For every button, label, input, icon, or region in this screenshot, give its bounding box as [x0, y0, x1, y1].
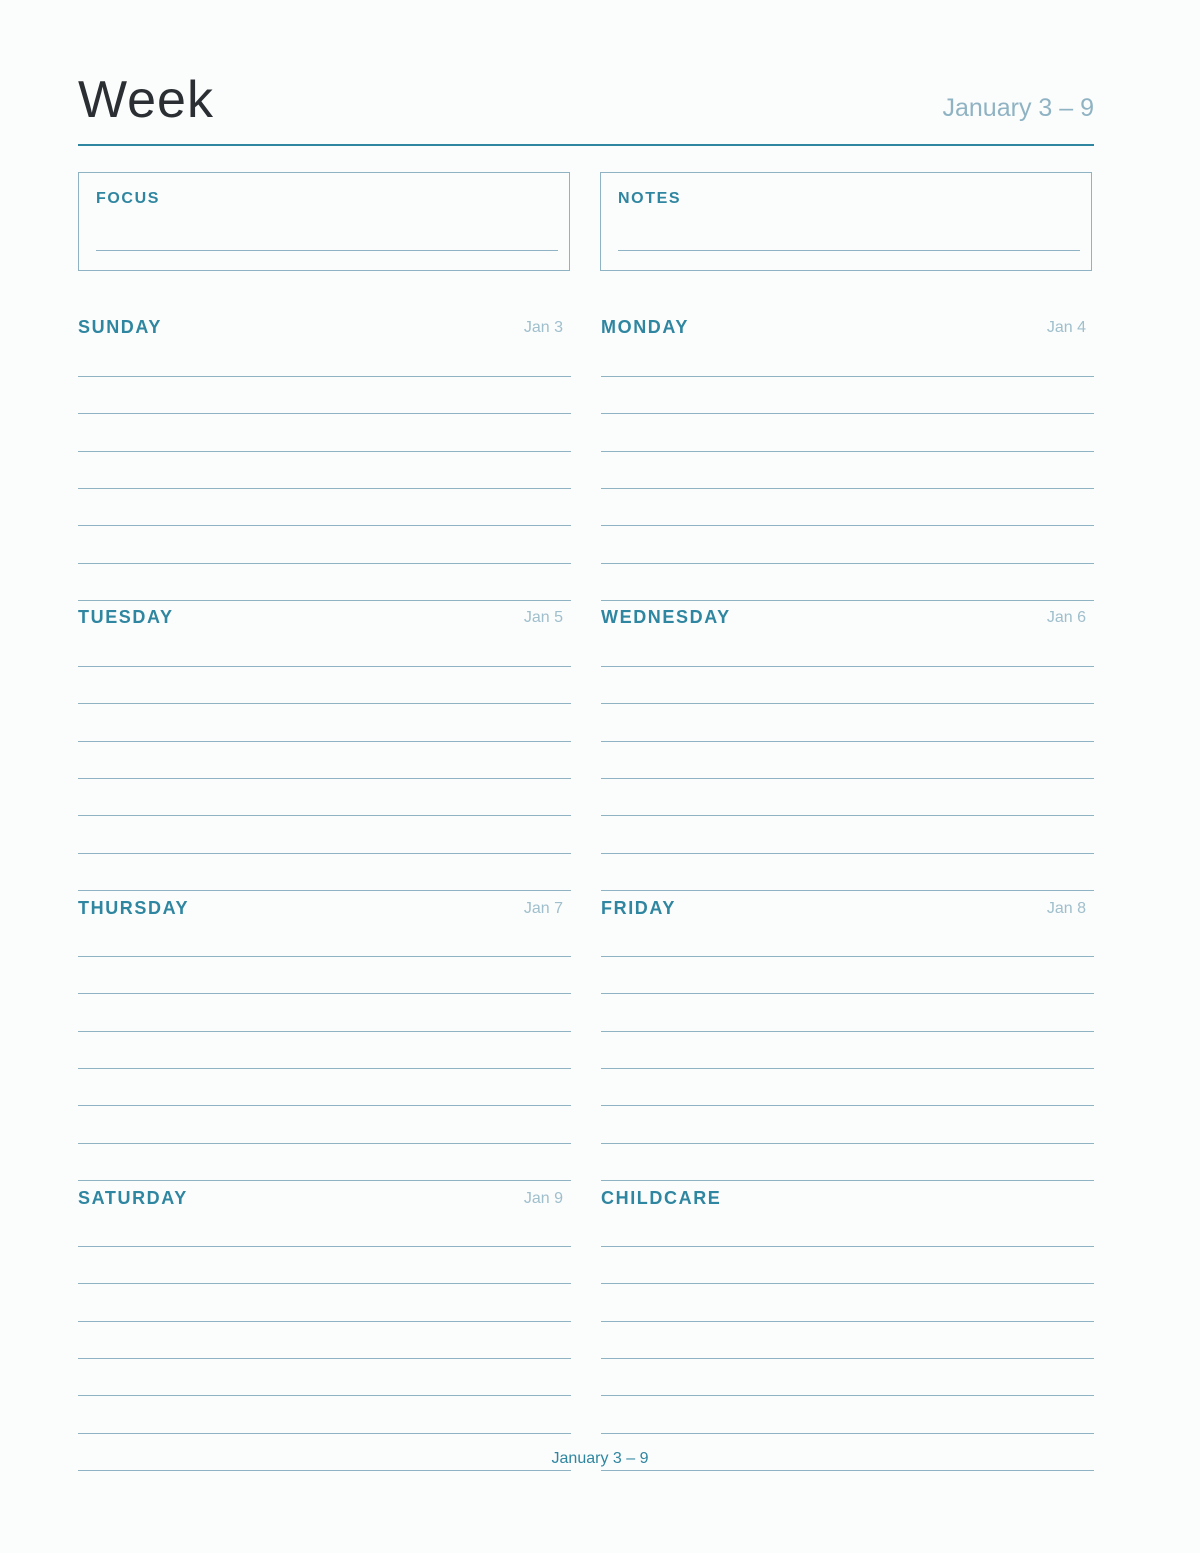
- writing-line: [601, 1395, 1094, 1396]
- focus-writing-line: [96, 250, 558, 251]
- writing-line: [78, 1180, 571, 1181]
- writing-line: [78, 853, 571, 854]
- writing-line: [78, 600, 571, 601]
- writing-line: [601, 1358, 1094, 1359]
- focus-label: FOCUS: [96, 190, 160, 207]
- writing-line: [601, 488, 1094, 489]
- footer-date-range: January 3 – 9: [551, 1450, 649, 1467]
- writing-line: [601, 666, 1094, 667]
- notes-box[interactable]: [600, 172, 1092, 271]
- writing-line: [78, 1143, 571, 1144]
- writing-line: [78, 1470, 571, 1471]
- writing-line: [601, 815, 1094, 816]
- writing-line: [78, 956, 571, 957]
- writing-line: [601, 451, 1094, 452]
- writing-line: [78, 666, 571, 667]
- day-date: Jan 3: [523, 319, 563, 336]
- writing-line: [601, 1470, 1094, 1471]
- writing-line: [601, 741, 1094, 742]
- writing-line: [601, 890, 1094, 891]
- writing-line: [601, 1105, 1094, 1106]
- writing-line: [78, 1433, 571, 1434]
- writing-line: [78, 890, 571, 891]
- writing-line: [78, 1246, 571, 1247]
- writing-line: [78, 413, 571, 414]
- day-name: TUESDAY: [78, 607, 174, 627]
- section-name: CHILDCARE: [601, 1188, 722, 1208]
- day-date: Jan 4: [1046, 319, 1086, 336]
- writing-line: [601, 1068, 1094, 1069]
- writing-line: [78, 1321, 571, 1322]
- writing-line: [601, 1433, 1094, 1434]
- writing-line: [601, 1321, 1094, 1322]
- writing-line: [78, 1105, 571, 1106]
- writing-line: [78, 703, 571, 704]
- writing-line: [601, 993, 1094, 994]
- day-date: Jan 8: [1046, 900, 1086, 917]
- writing-line: [78, 1031, 571, 1032]
- writing-line: [78, 1358, 571, 1359]
- writing-line: [601, 525, 1094, 526]
- writing-line: [601, 1283, 1094, 1284]
- writing-line: [601, 1031, 1094, 1032]
- day-name: THURSDAY: [78, 898, 190, 918]
- day-date: Jan 5: [523, 609, 563, 626]
- writing-line: [601, 1246, 1094, 1247]
- writing-line: [601, 956, 1094, 957]
- writing-line: [78, 488, 571, 489]
- writing-line: [601, 376, 1094, 377]
- page-title: Week: [78, 71, 214, 129]
- writing-line: [601, 778, 1094, 779]
- focus-box[interactable]: [78, 172, 570, 271]
- writing-line: [78, 525, 571, 526]
- day-name: SUNDAY: [78, 317, 162, 337]
- day-name: MONDAY: [601, 317, 689, 337]
- writing-line: [78, 451, 571, 452]
- writing-line: [601, 600, 1094, 601]
- writing-line: [78, 1068, 571, 1069]
- day-name: FRIDAY: [601, 898, 676, 918]
- writing-line: [601, 853, 1094, 854]
- writing-line: [78, 993, 571, 994]
- week-date-range: January 3 – 9: [942, 94, 1094, 122]
- writing-line: [78, 1395, 571, 1396]
- day-date: Jan 6: [1046, 609, 1086, 626]
- writing-line: [601, 413, 1094, 414]
- writing-line: [78, 563, 571, 564]
- day-name: WEDNESDAY: [601, 607, 731, 627]
- writing-line: [601, 1180, 1094, 1181]
- writing-line: [78, 376, 571, 377]
- notes-label: NOTES: [618, 190, 682, 207]
- writing-line: [78, 778, 571, 779]
- writing-line: [78, 1283, 571, 1284]
- writing-line: [601, 1143, 1094, 1144]
- writing-line: [601, 563, 1094, 564]
- notes-writing-line: [618, 250, 1080, 251]
- writing-line: [601, 703, 1094, 704]
- header-divider: [78, 144, 1094, 146]
- day-date: Jan 9: [523, 1190, 563, 1207]
- day-date: Jan 7: [523, 900, 563, 917]
- writing-line: [78, 741, 571, 742]
- writing-line: [78, 815, 571, 816]
- day-name: SATURDAY: [78, 1188, 188, 1208]
